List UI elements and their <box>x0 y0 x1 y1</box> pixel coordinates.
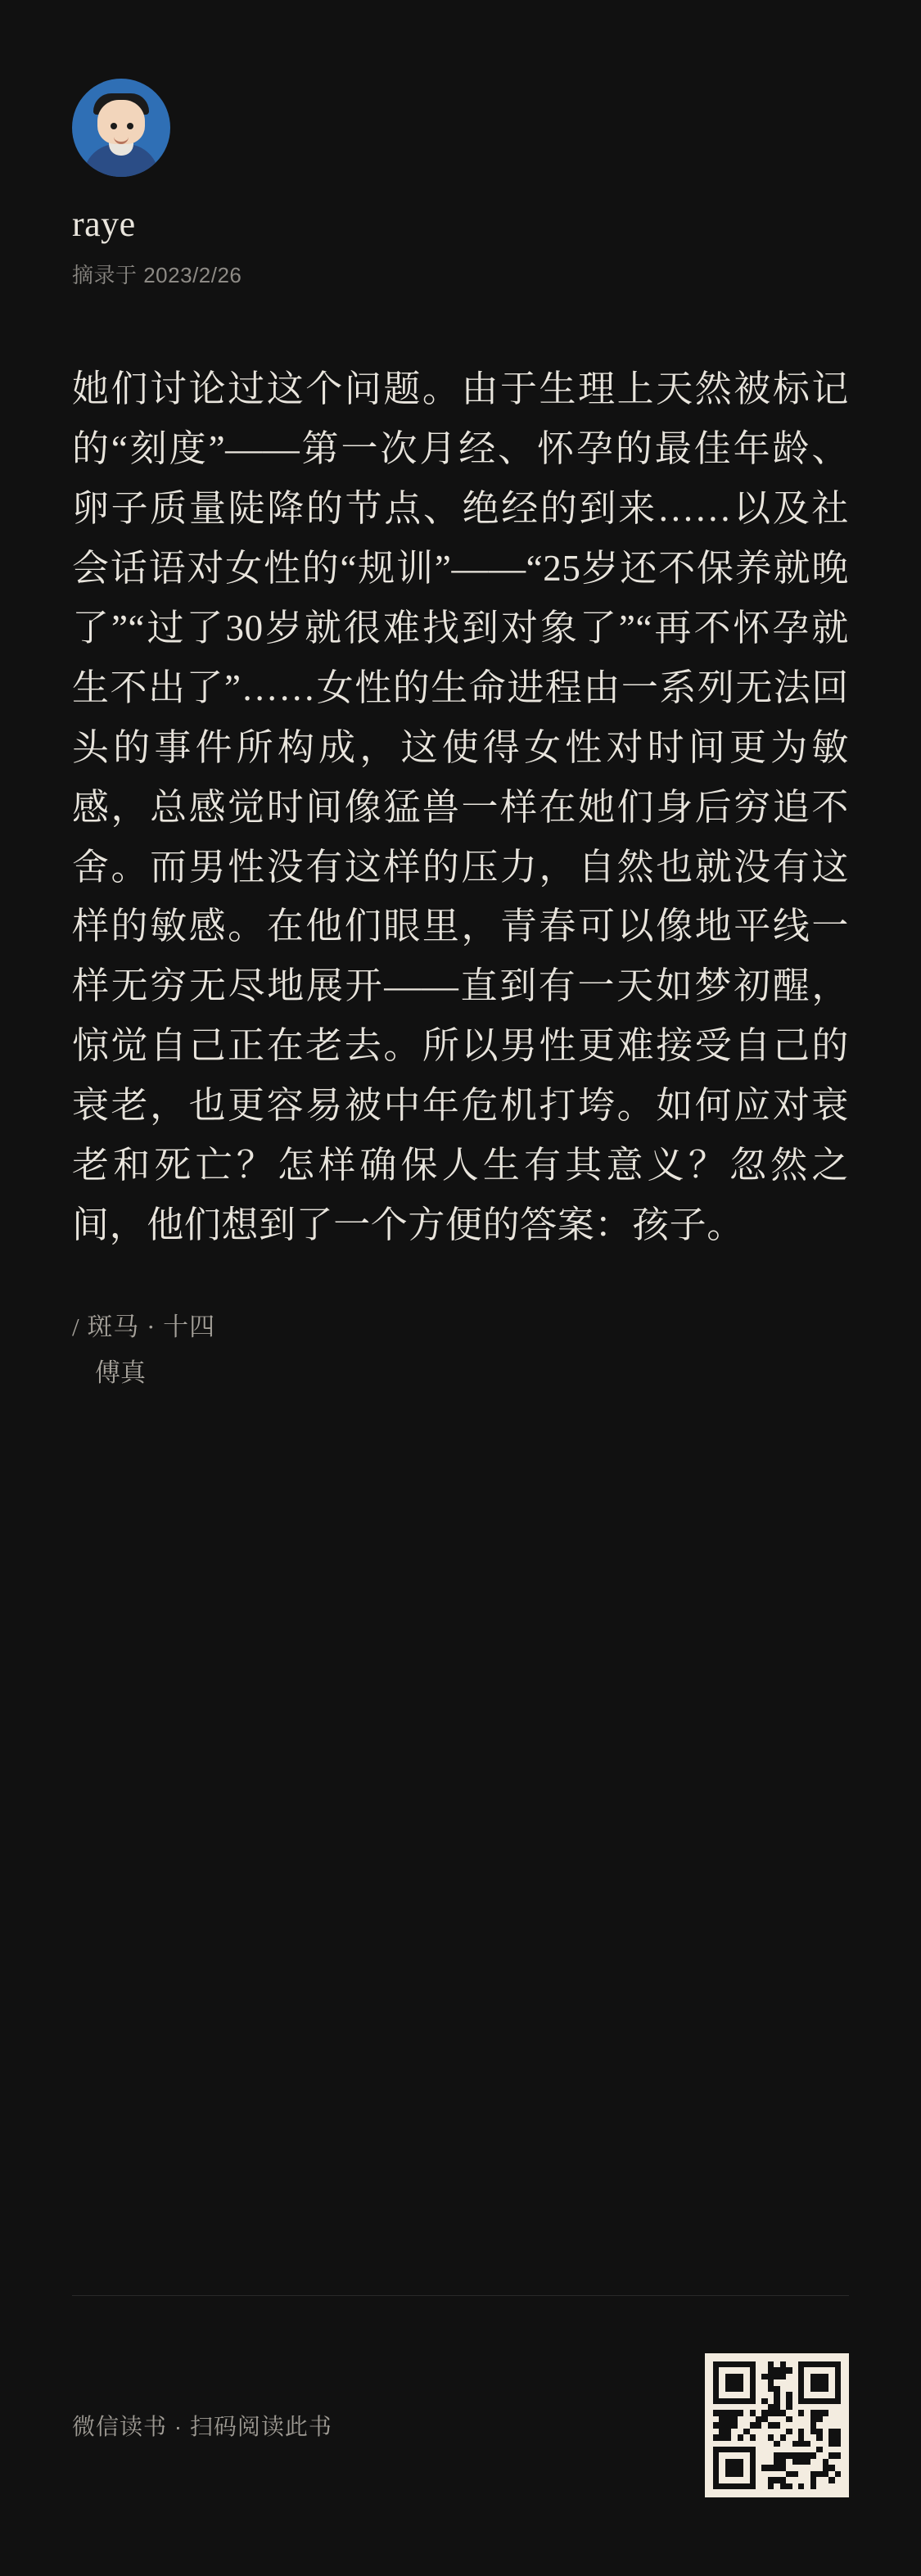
card-header <box>72 79 849 289</box>
card-footer <box>72 2296 849 2576</box>
quote-text: 她们讨论过这个问题。由于生理上天然被标记的“刻度”——第一次月经、怀孕的最佳年龄、卵子质量陡降的节点、绝经的到来……以及社会话语对女性的“规训”——“25岁还不保养就晚了”“过了30岁就很难找到对象了”“再不怀孕就生不出了”……女性的生命进程由一系列无法回头的事件所构成，这使得女性对时间更为敏感，总感觉时间像猛兽一样在她们身后穷追不舍。而男性没有这样的压力，自然也就没有这样的敏感。在他们眼里，青春可以像地平线一样无穷无尽地展开——直到有一天如梦初醒，惊觉自己正在老去。所以男性更难接受自己的衰老，也更容易被中年危机打垮。如何应对衰老和死亡？怎样确保人生有其意义？忽然之间，他们想到了一个方便的答案：孩子。 <box>72 368 849 1245</box>
avatar[interactable] <box>72 79 170 177</box>
username: raye <box>72 204 136 244</box>
source-author: 傅真 <box>95 1358 146 1387</box>
avatar-eye-left <box>111 123 117 129</box>
footer-hint: 微信读书 · 扫码阅读此书 <box>72 2414 332 2439</box>
source-block <box>72 1308 849 1393</box>
excerpt-date: 摘录于 2023/2/26 <box>72 263 242 288</box>
qr-code-icon[interactable] <box>705 2353 849 2497</box>
spacer <box>72 1393 849 2295</box>
avatar-eye-right <box>127 123 133 129</box>
source-book-title: / 斑马 · 十四 <box>72 1312 216 1341</box>
